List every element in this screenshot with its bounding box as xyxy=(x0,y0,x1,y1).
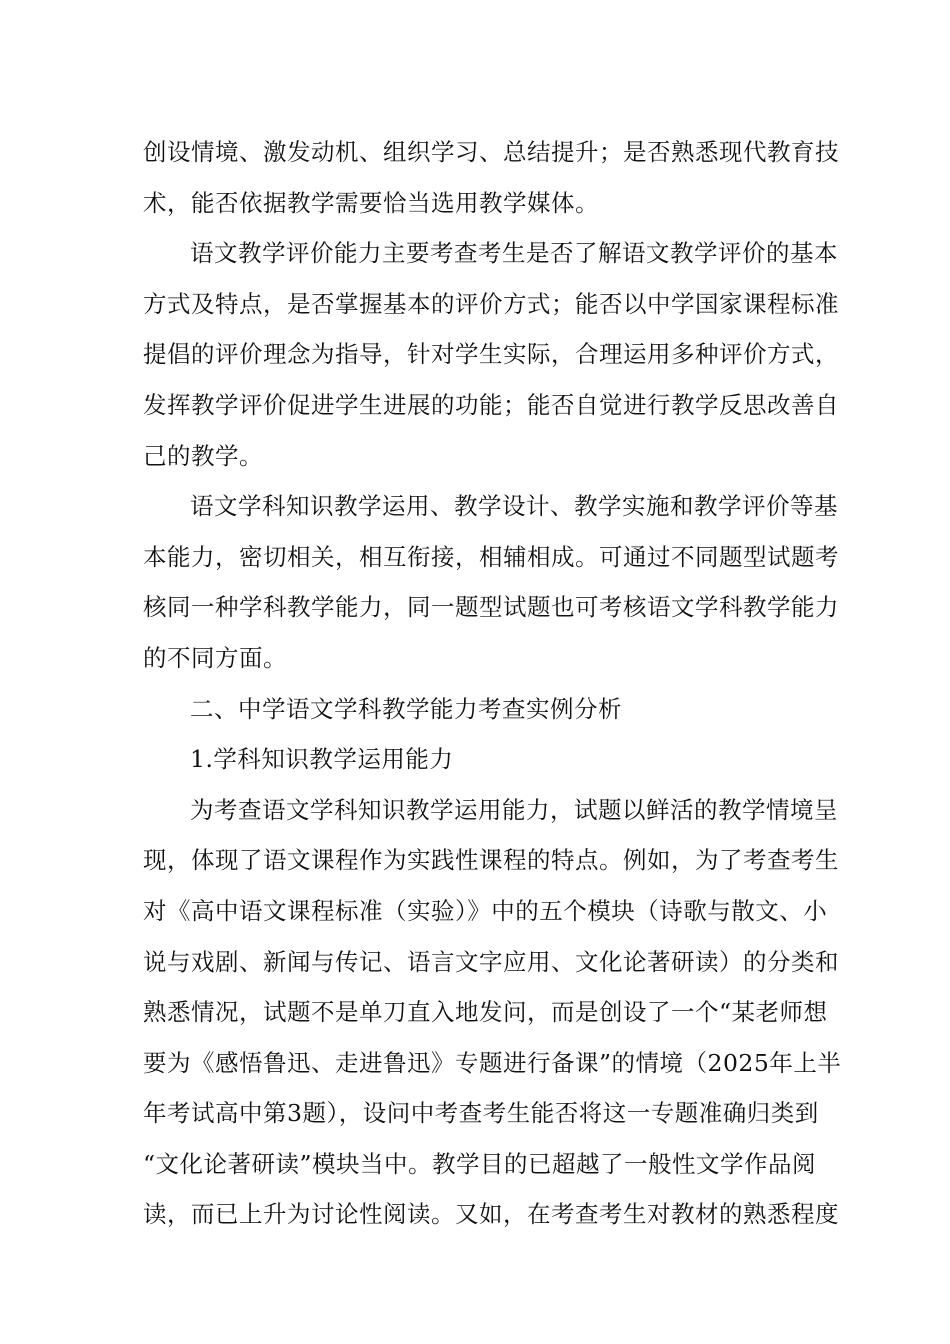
paragraph-line: 为考查语文学科知识教学运用能力，试题以鲜活的教学情境呈 xyxy=(190,795,838,824)
paragraph-line: 年考试高中第3题），设问中考查考生能否将这一专题准确归类到 xyxy=(143,1099,819,1128)
paragraph-line: 要为《感悟鲁迅、走进鲁迅》专题进行备课”的情境（2025年上半 xyxy=(143,1048,842,1077)
paragraph-line: 己的教学。 xyxy=(143,441,263,470)
paragraph-line: 提倡的评价理念为指导，针对学生实际，合理运用多种评价方式， xyxy=(143,340,839,369)
paragraph-line: 读，而已上升为讨论性阅读。又如，在考查考生对教材的熟悉程度 xyxy=(143,1200,839,1229)
paragraph-line: 的不同方面。 xyxy=(143,643,287,672)
subsection-heading: 1.学科知识教学运用能力 xyxy=(190,745,454,774)
section-heading: 二、中学语文学科教学能力考查实例分析 xyxy=(190,694,622,723)
document-body xyxy=(143,133,842,1246)
paragraph-line: 核同一种学科教学能力，同一题型试题也可考核语文学科教学能力 xyxy=(143,593,839,622)
paragraph-line: 本能力，密切相关，相互衔接，相辅相成。可通过不同题型试题考 xyxy=(143,542,839,571)
paragraph-line: 语文教学评价能力主要考查考生是否了解语文教学评价的基本 xyxy=(190,239,838,268)
paragraph-line: 发挥教学评价促进学生进展的功能；能否自觉进行教学反思改善自 xyxy=(143,390,839,419)
paragraph-line: 语文学科知识教学运用、教学设计、教学实施和教学评价等基 xyxy=(190,492,838,521)
paragraph-line: 方式及特点，是否掌握基本的评价方式；能否以中学国家课程标准 xyxy=(143,289,839,318)
paragraph-line: 创设情境、激发动机、组织学习、总结提升；是否熟悉现代教育技 xyxy=(143,138,839,166)
paragraph-line: 说与戏剧、新闻与传记、语言文字应用、文化论著研读）的分类和 xyxy=(143,947,839,976)
paragraph-line: “文化论著研读”模块当中。教学目的已超越了一般性文学作品阅 xyxy=(143,1149,817,1178)
paragraph-line: 现，体现了语文课程作为实践性课程的特点。例如，为了考查考生 xyxy=(143,846,839,875)
paragraph-line: 熟悉情况，试题不是单刀直入地发问，而是创设了一个“某老师想 xyxy=(143,998,828,1027)
paragraph-line: 术，能否依据教学需要恰当选用教学媒体。 xyxy=(143,188,599,217)
paragraph-line: 对《高中语文课程标准（实验）》中的五个模块（诗歌与散文、小 xyxy=(143,896,828,925)
